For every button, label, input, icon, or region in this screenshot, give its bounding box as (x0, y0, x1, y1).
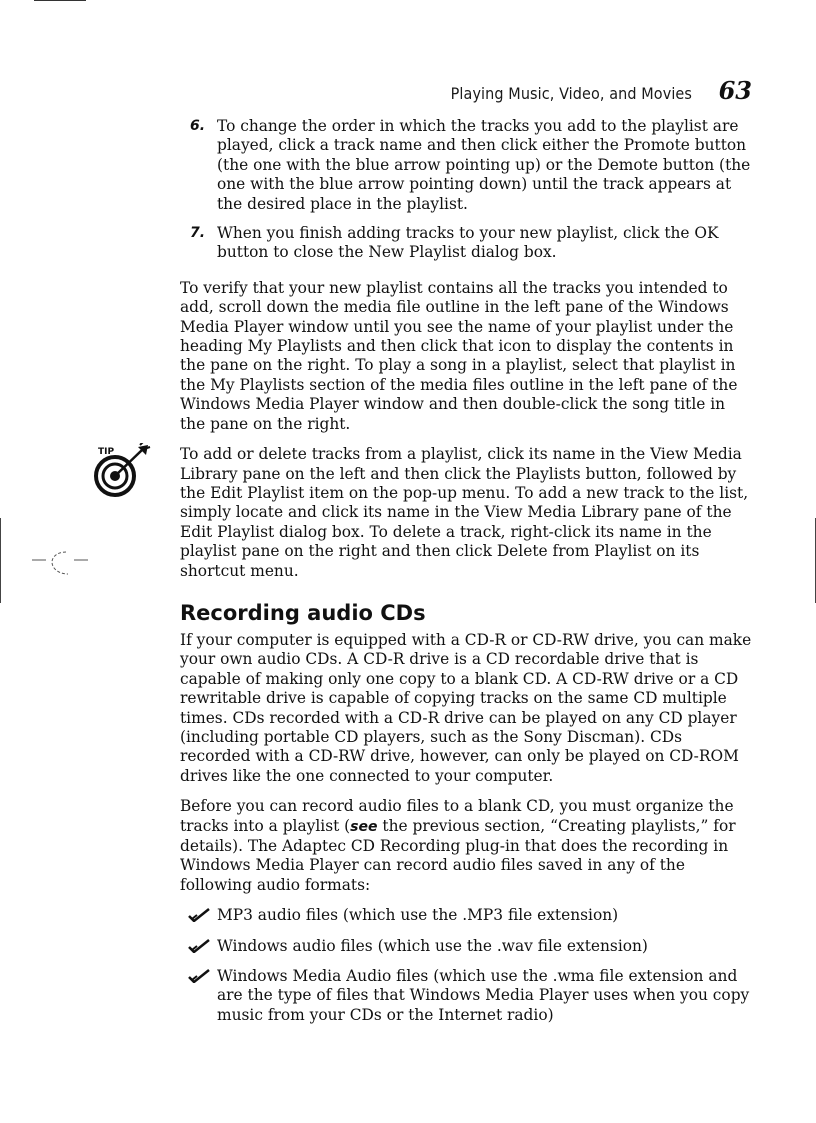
organize-paragraph (180, 797, 755, 895)
tip-target-icon (88, 443, 154, 499)
bullet-item (180, 906, 755, 925)
step-number: 6. (190, 118, 206, 134)
tip-text: To add or delete tracks from a playlist, click its name in the View Media Library pane on the left and then click the Playlists button, followed by the Edit Playlist item on the pop-up menu. To add a new track to the list, simply locate and click its name in the View Media Library pane of the Edit Playlist dialog box. To delete a track, right-click its name in the playlist pane on the right and then click Delete from Playlist on its shortcut menu. (180, 445, 749, 580)
step-7 (180, 224, 755, 263)
checkmark-icon (188, 939, 210, 953)
tip-icon-label: TIP (98, 447, 115, 458)
organize-text-before: Before you can record audio files to a blank CD, you must organize the tracks into a playlist ( (180, 797, 734, 835)
organize-text-after: the previous section, “Creating playlists,” for details). The Adaptec CD Recording plug-in that does the recording in Windows Media Player can record audio files saved in any of the following audio formats: (180, 816, 736, 894)
crop-mark-icon (32, 548, 90, 578)
bullet-text: Windows Media Audio files (which use the .wma file extension and are the type of files that Windows Media Player uses when you copy music from your CDs or the Internet radio) (217, 967, 750, 1024)
bullet-text: MP3 audio files (which use the .MP3 file extension) (217, 906, 619, 925)
tip-block (98, 445, 755, 581)
step-text: When you finish adding tracks to your new playlist, click the OK button to close the New Playlist dialog box. (217, 224, 719, 262)
page-number: 63 (718, 76, 752, 105)
bullet-item (180, 937, 755, 956)
checkmark-icon (188, 969, 210, 983)
step-text: To change the order in which the tracks you add to the playlist are played, click a track name and then click either the Promote button (the one with the blue arrow pointing up) or the Demote button (the one with the blue arrow pointing down) until the track appears at the desired place in the playlist. (217, 117, 751, 213)
running-title: Playing Music, Video, and Movies (450, 84, 692, 103)
top-rule (34, 0, 86, 1)
see-emphasis: see (350, 818, 378, 835)
step-6 (180, 117, 755, 214)
left-margin-mark (0, 518, 1, 603)
recording-paragraph: If your computer is equipped with a CD-R or CD-RW drive, you can make your own audio CDs. A CD-R drive is a CD recordable drive that is capable of making only one copy to a blank CD. A CD-RW drive or a CD rewritable drive is capable of copying tracks on the same CD multiple times. CDs recorded with a CD-R drive can be played on any CD player (including portable CD players, such as the Sony Discman). CDs recorded with a CD-RW drive, however, can only be played on CD-ROM drives like the one connected to your computer. (180, 630, 752, 785)
running-head (180, 76, 752, 110)
section-heading: Recording audio CDs (180, 600, 426, 625)
verify-paragraph: To verify that your new playlist contains all the tracks you intended to add, scroll down the media file outline in the left pane of the Windows Media Player window until you see the name of your playlist under the heading My Playlists and then click that icon to display the contents in the pane on the right. To play a song in a playlist, select that playlist in the My Playlists section of the media files outline in the left pane of the Windows Media Player window and then double-click the song title in the pane on the right. (180, 278, 738, 433)
page-content (98, 117, 755, 1036)
bullet-text: Windows audio files (which use the .wav file extension) (217, 936, 648, 955)
bullet-item (180, 967, 755, 1025)
checkmark-icon (188, 908, 210, 922)
step-number: 7. (190, 225, 206, 242)
